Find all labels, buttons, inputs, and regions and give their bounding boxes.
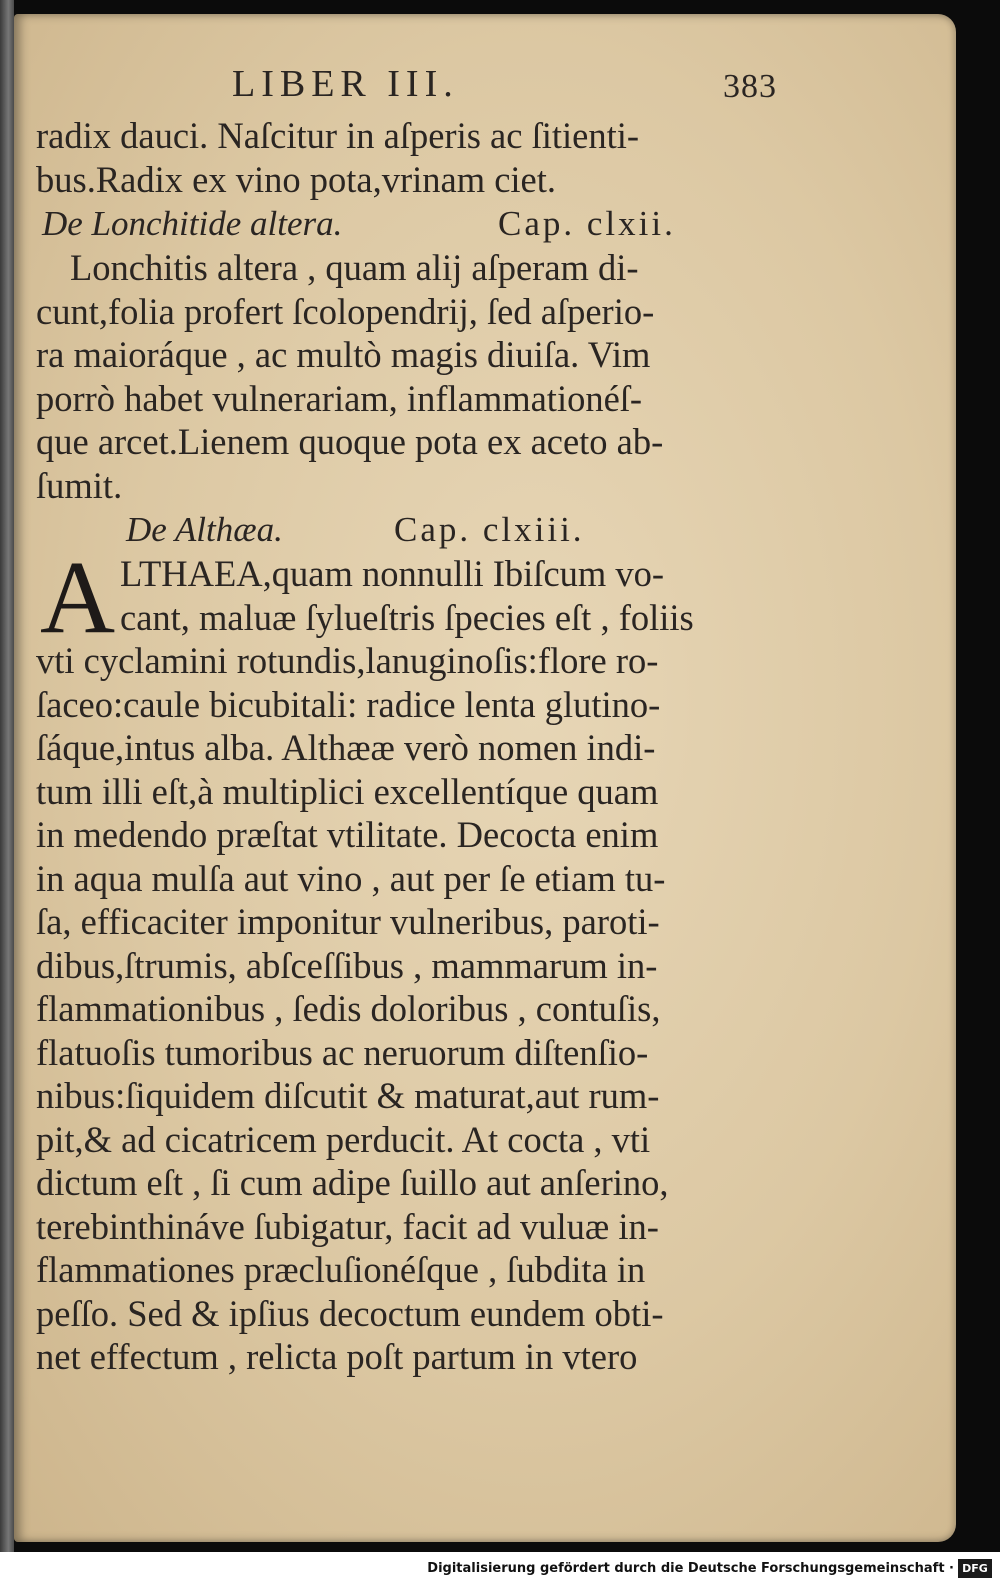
text-line: ſa, efficaciter imponitur vulneribus, paroti- xyxy=(36,901,660,942)
dfg-logo: DFG xyxy=(958,1559,992,1578)
chapter-number: Cap. clxii. xyxy=(498,204,676,243)
text-line: tum illi eſt,à multiplici excellentíque quam xyxy=(36,770,659,812)
chapter-title: De Lonchitide altera. xyxy=(42,204,343,243)
page-text xyxy=(36,54,781,1379)
text-line: ſáque,intus alba. Althææ verò nomen indi- xyxy=(36,727,656,768)
text-line: net effectum , relicta poſt partum in vtero xyxy=(36,1336,638,1377)
text-line: flatuoſis tumoribus ac neruorum diſtenſio- xyxy=(36,1031,649,1073)
paragraph-lonchitis xyxy=(36,246,781,507)
text-line: pit,& ad cicatricem perducit. At cocta , vti xyxy=(36,1118,651,1160)
chapter-heading-lonchitis xyxy=(36,201,781,246)
text-line: cant, maluæ ſylueſtris ſpecies eſt , foliis xyxy=(120,596,694,638)
chapter-heading-althaea xyxy=(36,507,781,552)
running-head: LIBER III. xyxy=(232,63,459,105)
text-line: ra maioráque , ac multò magis diuiſa. Vim xyxy=(36,334,651,375)
text-line: LTHAEA,quam nonnulli Ibiſcum vo- xyxy=(120,553,665,594)
chapter-number: Cap. clxiii. xyxy=(394,510,585,549)
page-header xyxy=(36,54,781,114)
text-line: ſaceo:caule bicubitali: radice lenta glutino- xyxy=(36,683,661,725)
text-line: terebinthináve ſubigatur, facit ad vuluæ in- xyxy=(36,1205,659,1247)
text-line: nibus:ſiquidem diſcutit & maturat,aut rum- xyxy=(36,1075,660,1116)
text-line: in aqua mulſa aut vino , aut per ſe etiam tu- xyxy=(36,857,666,899)
chapter-title: De Althæa. xyxy=(126,510,283,549)
book-spine xyxy=(0,0,14,1560)
text-line: bus.Radix ex vino pota,vrinam ciet. xyxy=(36,158,557,200)
text-line: peſſo. Sed & ipſius decoctum eundem obti- xyxy=(36,1292,664,1334)
digitization-footer xyxy=(0,1552,1000,1587)
text-line: ſumit. xyxy=(36,464,123,506)
text-line: dibus,ſtrumis, abſceſſibus , mammarum in- xyxy=(36,944,658,986)
text-line: vti cyclamini rotundis,lanuginoſis:flore ro- xyxy=(36,640,659,681)
drop-cap: A xyxy=(40,540,116,655)
text-line: flammationes præcluſionéſque , ſubdita in xyxy=(36,1249,646,1290)
text-line: cunt,folia profert ſcolopendrij, ſed aſperio- xyxy=(36,290,655,332)
text-line: que arcet.Lienem quoque pota ex aceto ab- xyxy=(36,421,664,462)
text-line: Lonchitis altera , quam alij aſperam di- xyxy=(70,247,639,288)
paragraph-althaea xyxy=(36,540,781,1379)
paragraph-dauci-end xyxy=(36,114,781,201)
text-line: porrò habet vulnerariam, inflammationéſ- xyxy=(36,377,643,419)
book-page xyxy=(14,14,956,1542)
text-line: flammationibus , ſedis doloribus , contuſis, xyxy=(36,988,661,1029)
text-line: in medendo præſtat vtilitate. Decocta enim xyxy=(36,814,659,855)
funding-notice: Digitalisierung gefördert durch die Deutsche Forschungsgemeinschaft · xyxy=(427,1561,954,1576)
text-line: dictum eſt , ſi cum adipe ſuillo aut anſerino, xyxy=(36,1162,669,1203)
text-line: radix dauci. Naſcitur in aſperis ac ſitienti- xyxy=(36,115,640,156)
page-number: 383 xyxy=(723,68,777,105)
